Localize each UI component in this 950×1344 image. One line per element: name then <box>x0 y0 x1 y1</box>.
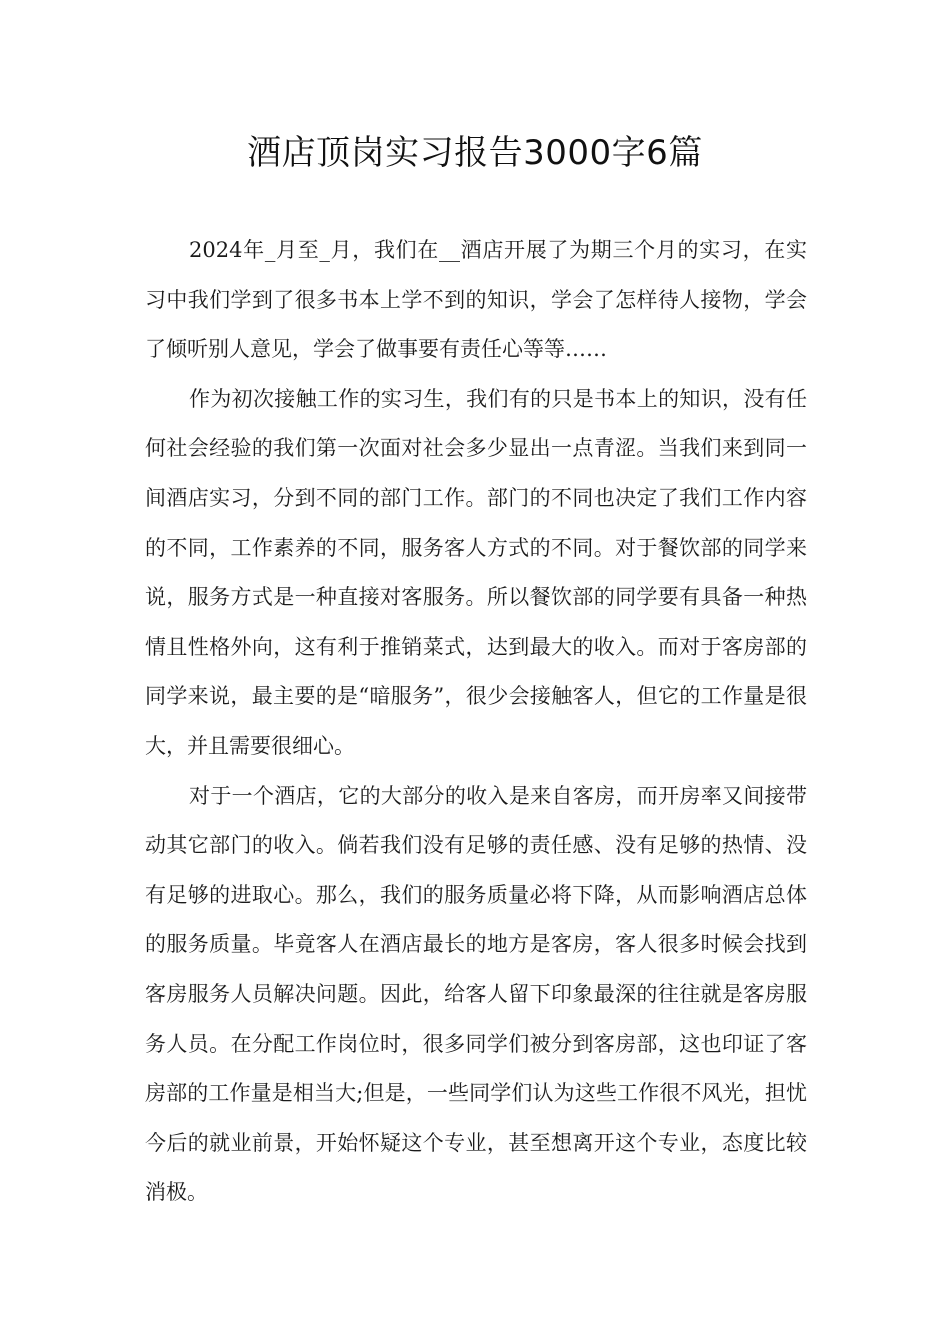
paragraph-2: 作为初次接触工作的实习生，我们有的只是书本上的知识，没有任何社会经验的我们第一次面对社会多少显出一点青涩。当我们来到同一间酒店实习，分到不同的部门工作。部门的不同也决定了我们工作内容的不同，工作素养的不同，服务客人方式的不同。对于餐饮部的同学来说，服务方式是一种直接对客服务。所以餐饮部的同学要有具备一种热情且性格外向，这有利于推销菜式，达到最大的收入。而对于客房部的同学来说，最主要的是“暗服务”，很少会接触客人，但它的工作量是很大，并且需要很细心。 <box>145 386 807 758</box>
paragraph-1: 2024年_月至_月，我们在__酒店开展了为期三个月的实习，在实习中我们学到了很多书本上学不到的知识，学会了怎样待人接物，学会了倾听别人意见，学会了做事要有责任心等等…… <box>145 238 807 362</box>
paragraph-3: 对于一个酒店，它的大部分的收入是来自客房，而开房率又间接带动其它部门的收入。倘若我们没有足够的责任感、没有足够的热情、没有足够的进取心。那么，我们的服务质量必将下降，从而影响酒店总体的服务质量。毕竟客人在酒店最长的地方是客房，客人很多时候会找到客房服务人员解决问题。因此，给客人留下印象最深的往往就是客房服务人员。在分配工作岗位时，很多同学们被分到客房部，这也印证了客房部的工作量是相当大;但是，一些同学们认为这些工作很不风光，担忧今后的就业前景，开始怀疑这个专业，甚至想离开这个专业，态度比较消极。 <box>145 783 807 1205</box>
document-body <box>145 226 807 1218</box>
document-title: 酒店顶岗实习报告3000字6篇 <box>247 133 703 173</box>
